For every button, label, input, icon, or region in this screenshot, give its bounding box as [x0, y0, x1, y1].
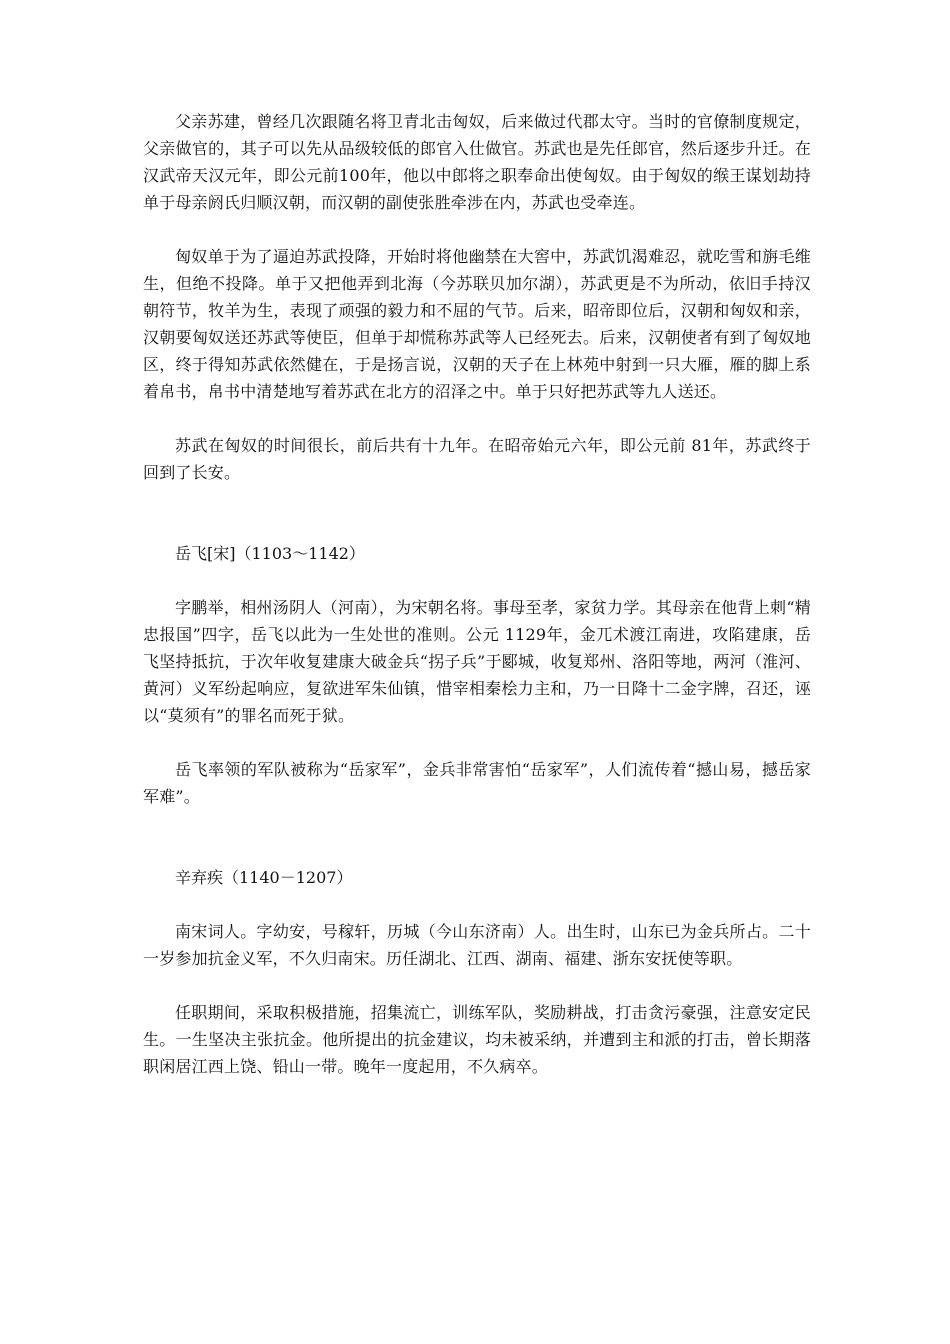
su-wu-paragraph-1: 父亲苏建，曾经几次跟随名将卫青北击匈奴，后来做过代郡太守。当时的官僚制度规定，父亲做官的，其子可以先从品级较低的郎官入仕做官。苏武也是先任郎官，然后逐步升迁。在汉武帝天汉元年，即公元前100年，他以中郎将之职奉命出使匈奴。由于匈奴的缑王谋划劫持单于母亲阏氏归顺汉朝，而汉朝的副使张胜牵涉在内，苏武也受牵连。: [143, 112, 811, 212]
xin-qiji-heading: 辛弃疾（1140－1207）: [175, 868, 353, 887]
yue-fei-heading: 岳飞[宋]（1103～1142）: [175, 544, 365, 563]
su-wu-paragraph-2: 匈奴单于为了逼迫苏武投降，开始时将他幽禁在大窖中，苏武饥渴难忍，就吃雪和旃毛维生，但绝不投降。单于又把他弄到北海（今苏联贝加尔湖），苏武更是不为所动，依旧手持汉朝符节，牧羊为生，表现了顽强的毅力和不屈的气节。后来，昭帝即位后，汉朝和匈奴和亲，汉朝要匈奴送还苏武等使臣，但单于却慌称苏武等人已经死去。后来，汉朝使者有到了匈奴地区，终于得知苏武依然健在，于是扬言说，汉朝的天子在上林苑中射到一只大雁，雁的脚上系着帛书，帛书中清楚地写着苏武在北方的沼泽之中。单于只好把苏武等九人送还。: [143, 247, 811, 401]
yue-fei-paragraph-1: 字鹏举，相州汤阴人（河南），为宋朝名将。事母至孝，家贫力学。其母亲在他背上刺“精忠报国”四字，岳飞以此为一生处世的准则。公元 1129年，金兀术渡江南进，攻陷建康，岳飞坚持抵抗，于次年收复建康大破金兵“拐子兵”于郾城，收复郑州、洛阳等地，两河（淮河、黄河）义军纷起响应，复欲进军朱仙镇，惜宰相秦桧力主和，乃一日降十二金字牌，召还，诬以“莫须有”的罪名而死于狱。: [143, 598, 811, 725]
xin-qiji-paragraph-1: 南宋词人。字幼安，号稼轩，历城（今山东济南）人。出生时，山东已为金兵所占。二十一岁参加抗金义军，不久归南宋。历任湖北、江西、湖南、福建、浙东安抚使等职。: [143, 922, 811, 968]
xin-qiji-paragraph-2: 任职期间，采取积极措施，招集流亡，训练军队，奖励耕战，打击贪污豪强，注意安定民生。一生坚决主张抗金。他所提出的抗金建议，均未被采纳，并遭到主和派的打击，曾长期落职闲居江西上饶、铅山一带。晚年一度起用，不久病卒。: [143, 1003, 811, 1076]
su-wu-paragraph-3: 苏武在匈奴的时间很长，前后共有十九年。在昭帝始元六年，即公元前 81年，苏武终于回到了长安。: [143, 436, 811, 482]
document-page: [143, 108, 811, 1080]
yue-fei-paragraph-2: 岳飞率领的军队被称为“岳家军”，金兵非常害怕“岳家军”，人们流传着“撼山易，撼岳家军难”。: [143, 760, 811, 806]
